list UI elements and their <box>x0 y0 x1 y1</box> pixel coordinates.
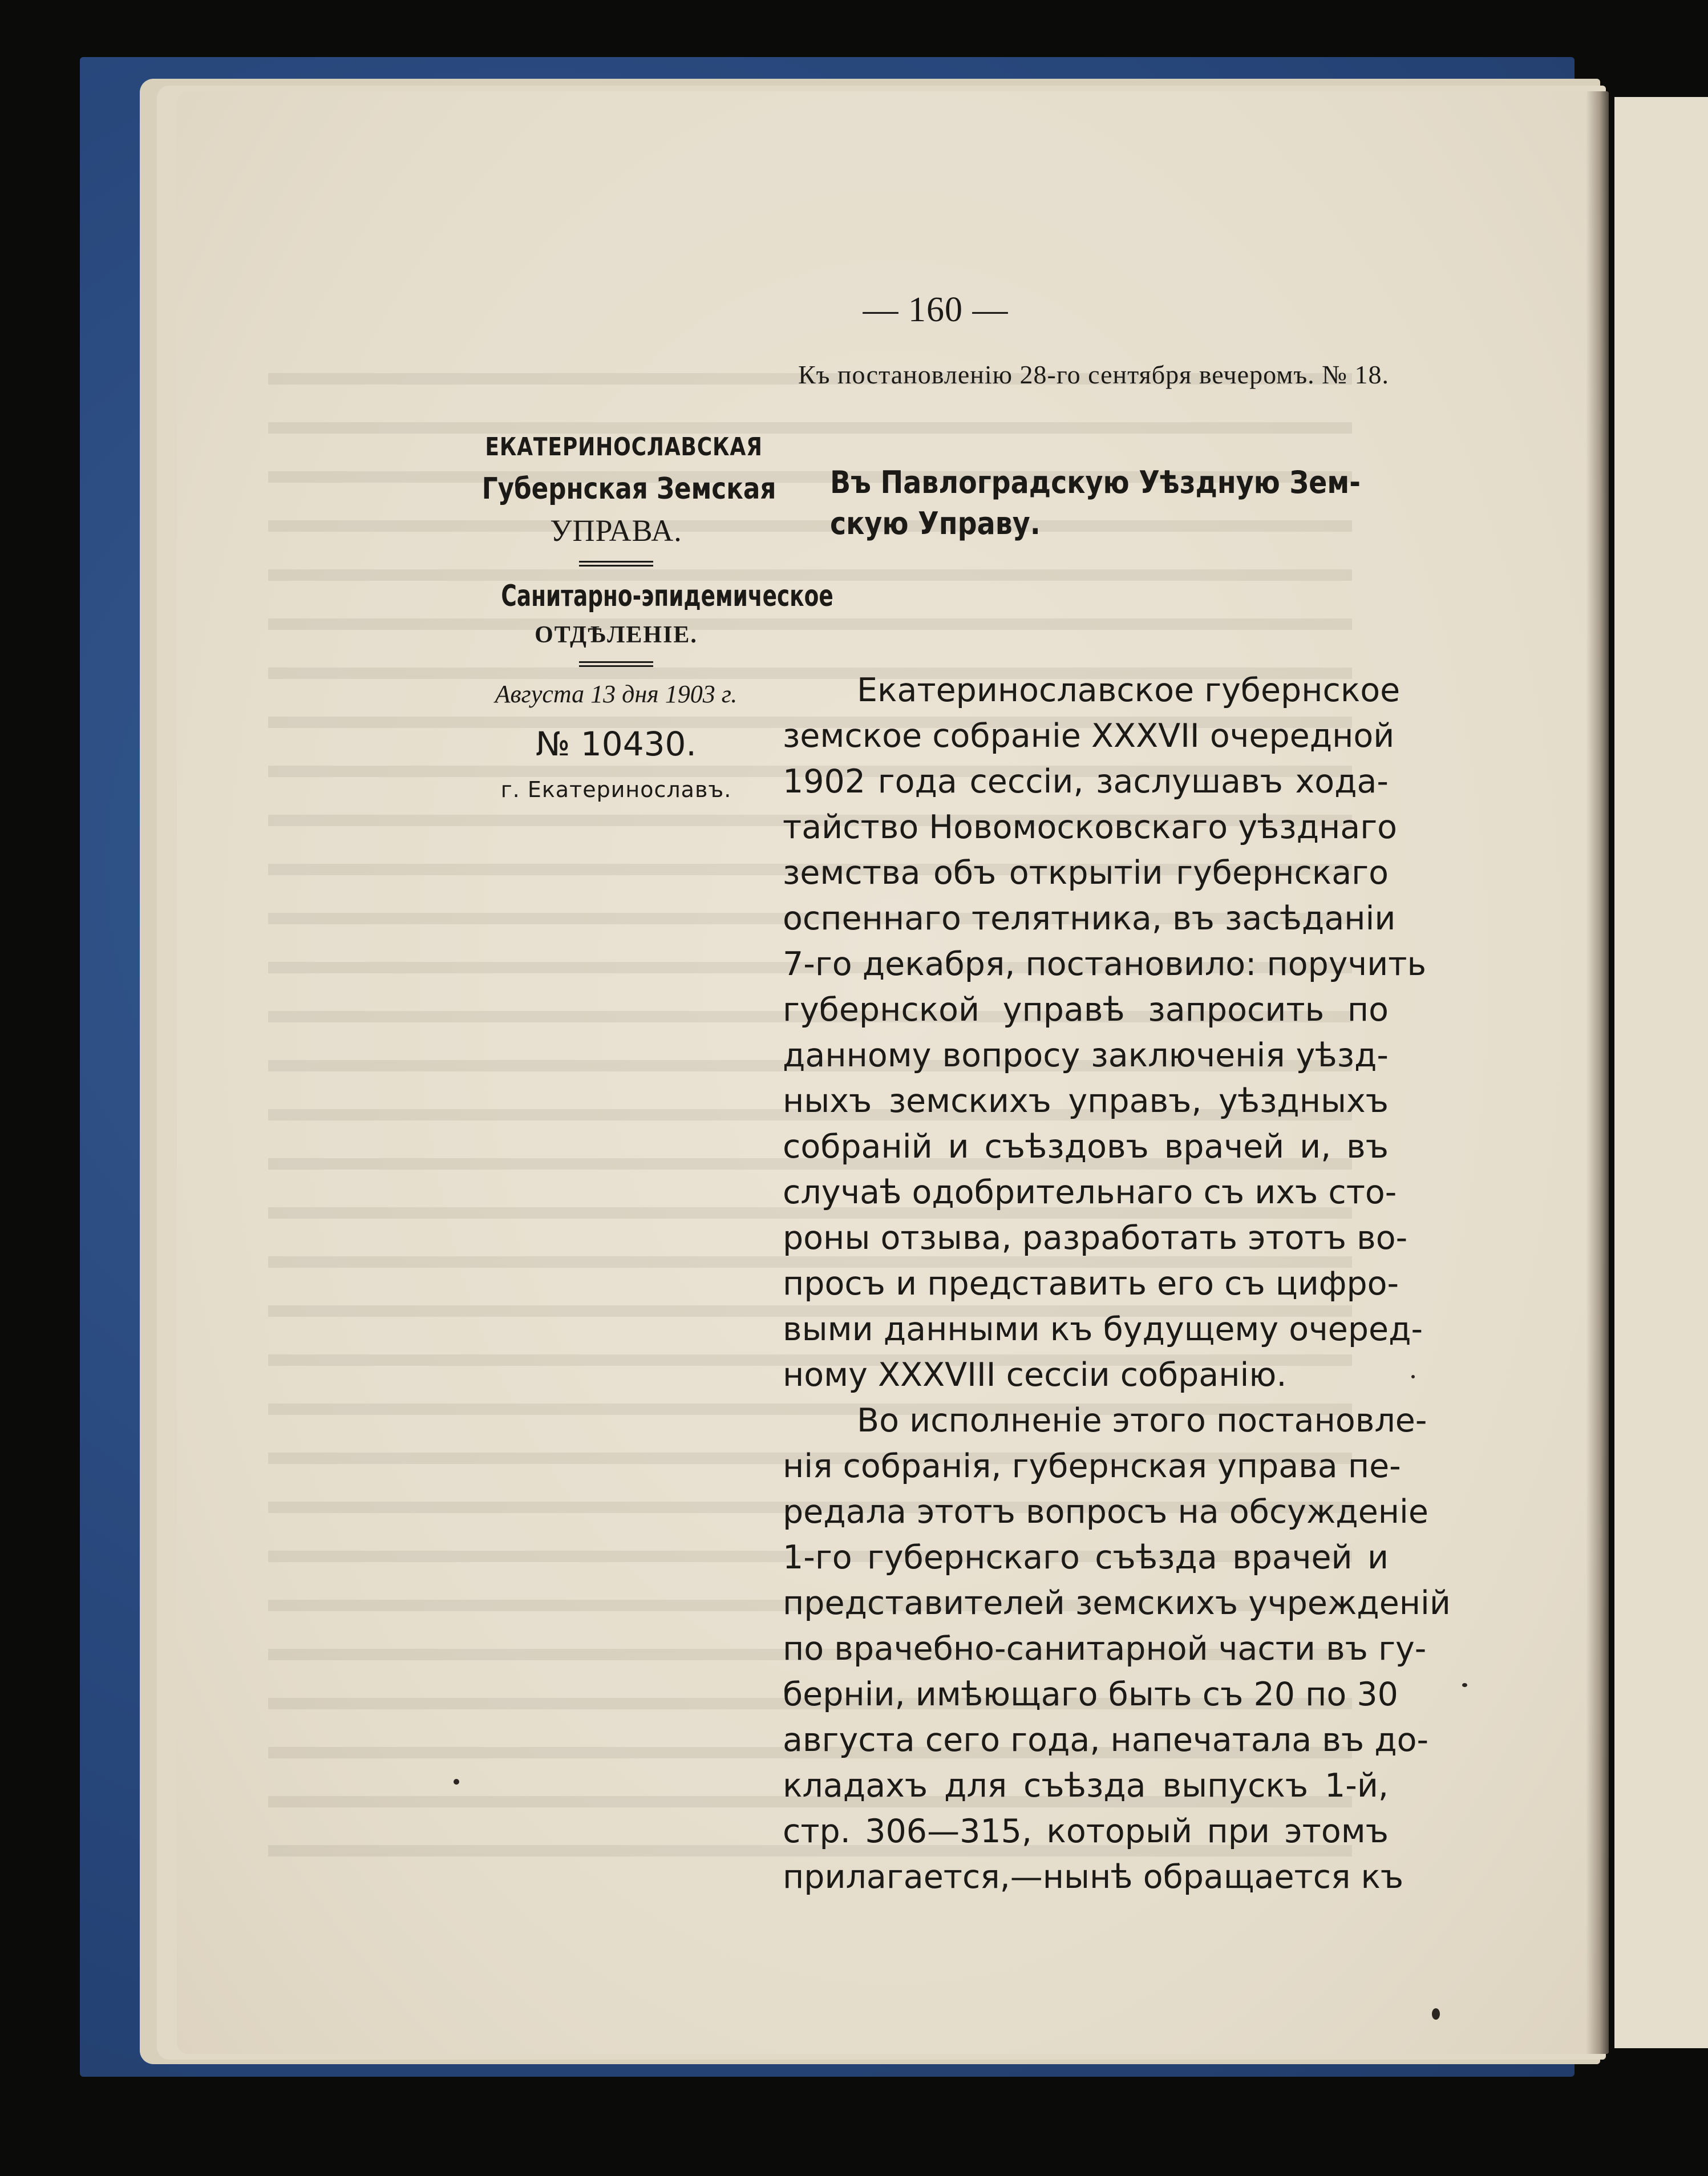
binding-gutter-shadow <box>1586 91 1609 2054</box>
paper-speck <box>1432 2008 1440 2020</box>
letterhead-board: УПРАВА. <box>550 513 682 548</box>
resolution-reference: Къ постановленію 28-го сентября вечеромъ. № 18. <box>798 360 1389 389</box>
text-line: редала этотъ вопросъ на обсужденіе <box>783 1493 1428 1531</box>
divider <box>579 561 653 567</box>
paper-speck <box>1462 1683 1467 1687</box>
text-line: стр. 306—315, который при этомъ <box>783 1813 1389 1850</box>
letterhead-sidebar <box>456 428 833 802</box>
text-line: роны отзыва, разработать этотъ во- <box>783 1219 1408 1257</box>
text-line: 1902 года сессіи, заслушавъ хода- <box>783 763 1389 800</box>
text-line: тайство Новомосковскаго уѣзднаго <box>783 808 1398 846</box>
text-line: случаѣ одобрительнаго съ ихъ сто- <box>783 1174 1397 1211</box>
letter-body <box>783 668 1451 1900</box>
letter-date: Августа 13 дня 1903 г. <box>495 680 738 708</box>
paragraph <box>783 668 1427 1398</box>
text-line: 7-го декабря, постановило: поручить <box>783 945 1427 983</box>
text-line: августа сего года, напечатала въ до- <box>783 1721 1429 1759</box>
paper-speck <box>454 1779 459 1785</box>
text-line: оспеннаго телятника, въ засѣданіи <box>783 900 1396 937</box>
letterhead-region: ЕКАТЕРИНОСЛАВСКАЯ <box>485 432 763 462</box>
text-line: губернской управѣ запросить по <box>783 991 1389 1029</box>
text-line: нія собранія, губернская управа пе- <box>783 1447 1401 1485</box>
text-line: прилагается,—нынѣ обращается къ <box>783 1858 1404 1896</box>
text-line: выми данными къ будущему очеред- <box>783 1311 1423 1348</box>
addressee <box>830 462 1361 544</box>
text-line: ному XXXVIII сессіи собранію. <box>783 1356 1287 1394</box>
letter-city: г. Екатеринославъ. <box>500 777 732 802</box>
text-line: берніи, имѣющаго быть съ 20 по 30 <box>783 1676 1398 1713</box>
text-line: кладахъ для съѣзда выпускъ 1-й, <box>783 1767 1389 1805</box>
text-line: земское собраніе XXXVII очередной <box>783 717 1395 755</box>
text-line: земства объ открытіи губернскаго <box>783 854 1389 892</box>
department-label: ОТДѢЛЕНІЕ. <box>535 622 698 648</box>
page-number: — 160 — <box>863 290 1009 329</box>
text-line: ныхъ земскихъ управъ, уѣздныхъ <box>783 1082 1389 1120</box>
text-line: собраній и съѣздовъ врачей и, въ <box>783 1128 1389 1166</box>
paper-speck <box>1411 1375 1415 1378</box>
text-line: Во исполненіе этого постановле- <box>857 1402 1427 1439</box>
document-number: № 10430. <box>536 725 697 763</box>
text-line: просъ и представить его съ цифро- <box>783 1265 1399 1303</box>
text-line: по врачебно-санитарной части въ гу- <box>783 1630 1427 1668</box>
department-name: Санитарно-эпидемическое <box>501 579 833 613</box>
paragraph <box>783 1398 1451 1900</box>
text-line: представителей земскихъ учрежденій <box>783 1584 1451 1622</box>
text-line: данному вопросу заключенія уѣзд- <box>783 1037 1389 1074</box>
addressee-line: Въ Павлоградскую Уѣздную Зем- <box>830 464 1361 500</box>
text-line: Екатеринославское губернское <box>857 672 1401 709</box>
divider <box>579 661 653 667</box>
text-line: 1-го губернскаго съѣзда врачей и <box>783 1539 1389 1576</box>
letterhead-organization: Губернская Земская <box>481 472 776 506</box>
addressee-line: скую Управу. <box>830 505 1041 541</box>
facing-page-edge <box>1614 97 1708 2048</box>
